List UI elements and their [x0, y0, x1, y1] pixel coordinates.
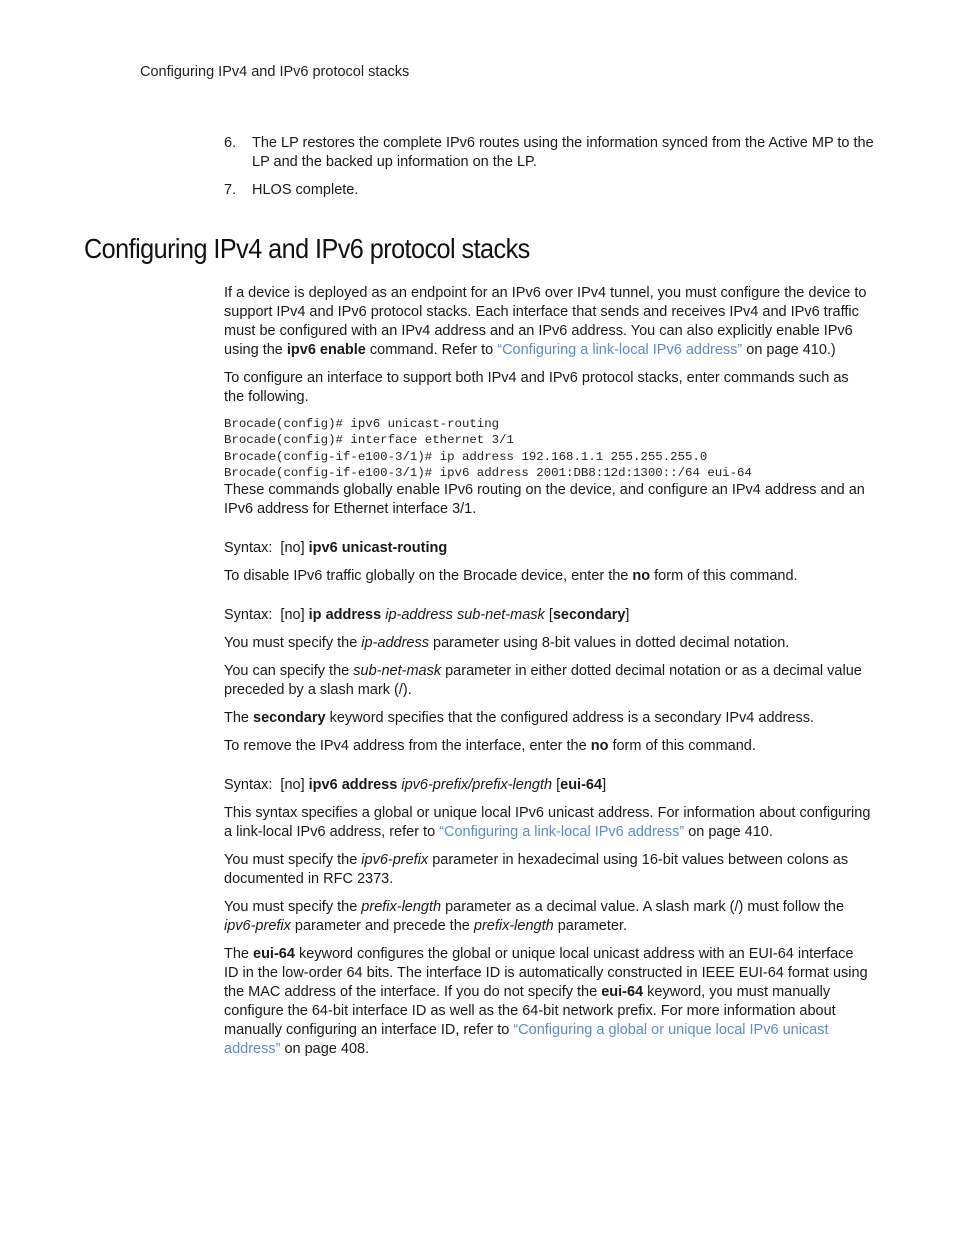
code-line: Brocade(config)# interface ethernet 3/1 — [224, 433, 514, 448]
code-line: Brocade(config)# ipv6 unicast-routing — [224, 417, 500, 431]
text: To remove the IPv4 address from the interface, enter the — [224, 738, 591, 755]
no-keyword: no — [632, 568, 651, 585]
parameter-name: prefix-length — [473, 918, 554, 935]
section-body — [224, 284, 872, 1068]
text: parameter in either dotted decimal notation or as a decimal value preceded by a slash mark (/). — [224, 663, 862, 699]
paragraph — [224, 634, 872, 653]
cross-reference-link[interactable]: “Configuring a link-local IPv6 address” — [497, 342, 743, 358]
text: on page 410.) — [742, 342, 836, 358]
syntax-option: eui-64 — [560, 777, 603, 794]
keyword: eui-64 — [601, 984, 644, 1001]
text: parameter. — [553, 918, 628, 935]
code-line: Brocade(config-if-e100-3/1)# ip address 192.168.1.1 255.255.255.0 — [224, 449, 708, 464]
text: To disable IPv6 traffic globally on the Brocade device, enter the — [224, 568, 633, 585]
parameter-name: ipv6-prefix — [224, 918, 291, 935]
running-header: Configuring IPv4 and IPv6 protocol stacks — [140, 64, 410, 80]
section-title: Configuring IPv4 and IPv6 protocol stacks — [84, 233, 530, 264]
step-text: The LP restores the complete IPv6 routes using the information synced from the Active MP to the LP and the backed up information on the LP. — [252, 135, 874, 170]
syntax-label: Syntax: — [224, 540, 273, 557]
paragraph: These commands globally enable IPv6 routing on the device, and configure an IPv4 address and an IPv6 address for Ethernet interface 3/1. — [224, 482, 865, 518]
syntax-parameter: ip-address sub-net-mask — [385, 607, 545, 624]
syntax-command: ipv6 address — [308, 777, 398, 794]
text: The — [224, 946, 254, 963]
syntax-option: secondary — [552, 607, 626, 624]
paragraph — [224, 567, 872, 586]
text: on page 408. — [280, 1041, 370, 1058]
parameter-name: ipv6-prefix — [361, 852, 429, 869]
step-number: 7. — [224, 182, 237, 198]
paragraph — [224, 898, 872, 936]
syntax-label: Syntax: — [224, 777, 273, 794]
parameter-name: ip-address — [361, 635, 429, 652]
step-text: HLOS complete. — [252, 182, 359, 198]
syntax-line: Syntax: [no] ip address ip-address sub-net-mask [secondary] — [224, 607, 630, 624]
syntax-parameter: ipv6-prefix/prefix-length — [401, 777, 553, 794]
text: parameter and precede the — [290, 918, 474, 935]
code-line: Brocade(config-if-e100-3/1)# ipv6 address 2001:DB8:12d:1300::/64 eui-64 — [224, 465, 752, 480]
cross-reference-link[interactable]: “Configuring a global or unique local IPv6 unicast address” — [224, 1022, 829, 1058]
keyword: secondary — [253, 710, 326, 727]
paragraph — [224, 709, 872, 728]
text: You must specify the — [224, 899, 362, 916]
intro-paragraph — [224, 284, 872, 360]
syntax-command: ip address — [308, 607, 382, 624]
text: If a device is deployed as an endpoint for an IPv6 over IPv4 tunnel, you must configure the device to support IPv4 and IPv6 protocol stacks. Each interface that sends and receives IPv4 and IPv6 traffic must be configured with an IPv4 address and an IPv6 address. You can also explicitly enable IPv6 using the — [224, 285, 867, 358]
paragraph — [224, 945, 872, 1059]
no-keyword: no — [284, 777, 301, 794]
cross-reference-link[interactable]: “Configuring a link-local IPv6 address” — [439, 824, 685, 841]
text: parameter using 8-bit values in dotted decimal notation. — [429, 635, 790, 652]
text: keyword specifies that the configured address is a secondary IPv4 address. — [325, 710, 814, 727]
syntax-line: Syntax: [no] ipv6 unicast-routing — [224, 540, 448, 557]
text: You can specify the — [224, 663, 354, 680]
paragraph — [224, 737, 872, 756]
step-number: 6. — [224, 135, 237, 151]
keyword: eui-64 — [253, 946, 295, 963]
syntax-command: ipv6 unicast-routing — [308, 540, 448, 557]
text: keyword, you must manually configure the 64-bit interface ID as well as the 64-bit network prefix. For more information about manually configuring an interface ID, refer to — [224, 984, 836, 1039]
paragraph — [224, 851, 872, 889]
text: form of this command. — [650, 568, 798, 585]
code-block — [224, 416, 872, 481]
text: command. Refer to — [365, 342, 498, 358]
no-keyword: no — [590, 738, 609, 755]
parameter-name: sub-net-mask — [353, 663, 442, 680]
step-list — [224, 134, 874, 209]
text: form of this command. — [608, 738, 756, 755]
text: You must specify the — [224, 852, 362, 869]
text: The — [224, 710, 254, 727]
paragraph — [224, 804, 872, 842]
command-keyword: ipv6 enable — [286, 342, 366, 358]
no-keyword: no — [284, 607, 301, 624]
syntax-label: Syntax: — [224, 607, 273, 624]
text: You must specify the — [224, 635, 362, 652]
text: parameter in hexadecimal using 16-bit values between colons as documented in RFC 2373. — [224, 852, 849, 888]
paragraph: To configure an interface to support both IPv4 and IPv6 protocol stacks, enter commands such as the following. — [224, 370, 849, 405]
text: on page 410. — [684, 824, 773, 841]
syntax-line: Syntax: [no] ipv6 address ipv6-prefix/prefix-length [eui-64] — [224, 777, 607, 794]
paragraph — [224, 662, 872, 700]
no-keyword: no — [284, 540, 301, 557]
list-item — [224, 134, 874, 172]
text: parameter as a decimal value. A slash mark (/) must follow the — [441, 899, 845, 916]
parameter-name: prefix-length — [361, 899, 442, 916]
list-item — [224, 181, 874, 200]
text: keyword configures the global or unique local unicast address with an EUI-64 interface ID in the low-order 64 bits. The interface ID is automatically constructed in IEEE EUI-64 format using the MAC address of the interface. If you do not specify the — [224, 946, 868, 1001]
text: This syntax specifies a global or unique local IPv6 unicast address. For information about configuring a link-local IPv6 address, refer to — [224, 805, 871, 841]
